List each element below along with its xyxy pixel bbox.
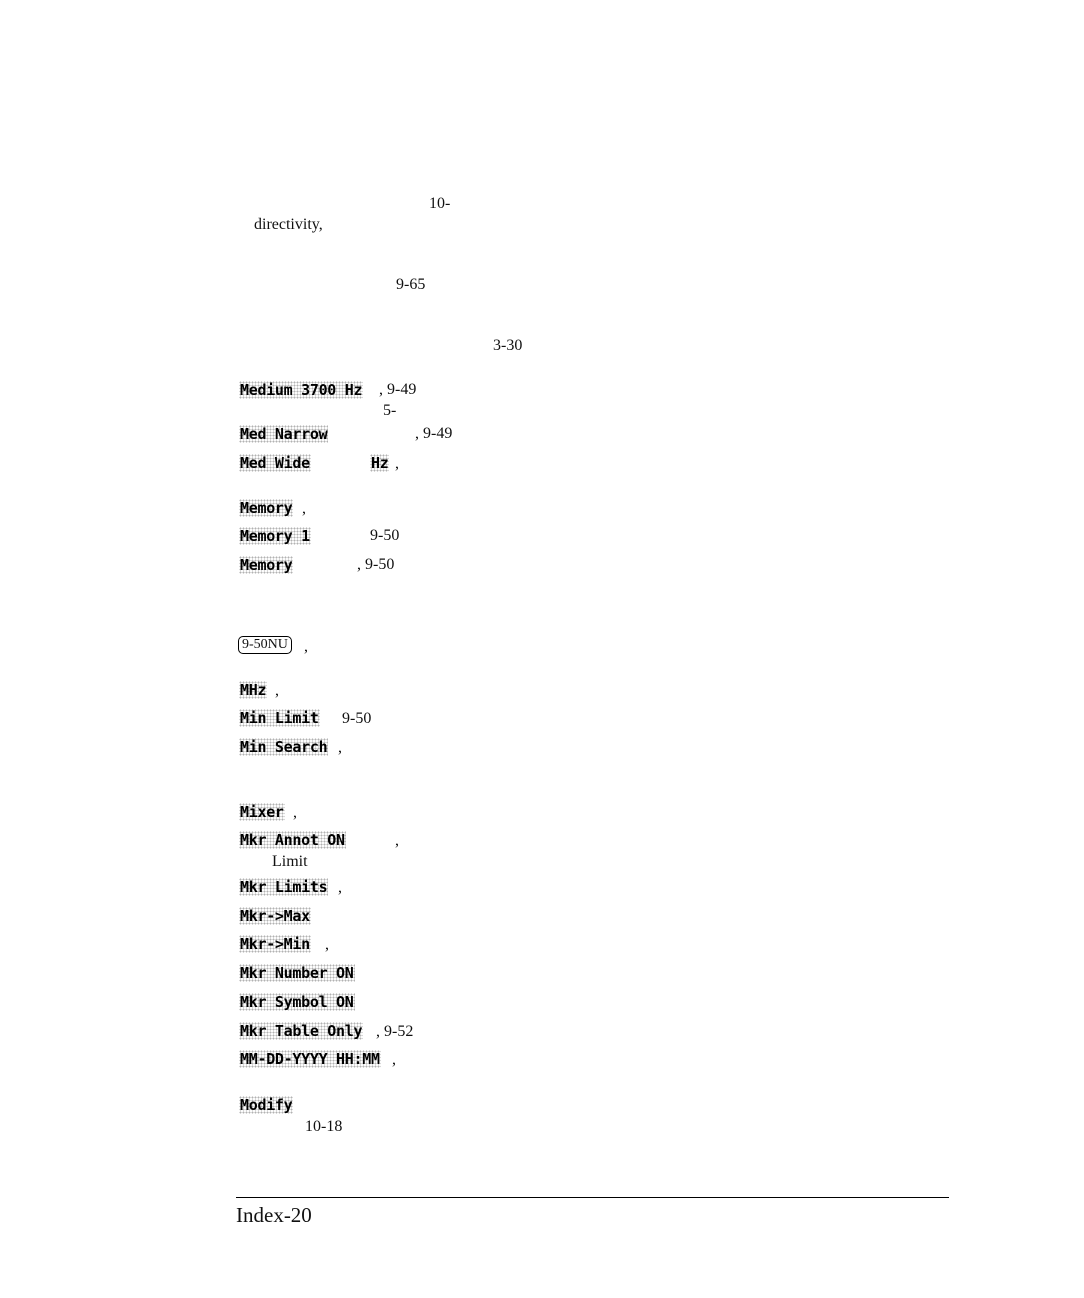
page-ref: 10- — [429, 195, 451, 212]
softkey-label: Mkr Table Only — [240, 1022, 363, 1040]
softkey-label: Memory — [240, 556, 293, 574]
softkey-label: Modify — [240, 1096, 293, 1114]
softkey-label: Memory — [240, 499, 293, 517]
softkey-label: MHz — [240, 681, 267, 699]
softkey-label: Mkr->Min — [240, 935, 310, 953]
page-ref: , — [338, 879, 342, 896]
softkey-label: Mixer — [240, 803, 284, 821]
index-entry: directivity, — [254, 216, 323, 233]
page-ref: 5- — [383, 402, 397, 419]
page-ref: , — [275, 682, 279, 699]
index-subentry: Limit — [272, 853, 308, 870]
page-ref: , 9-50 — [357, 556, 395, 573]
softkey-label: Med Narrow — [240, 425, 328, 443]
softkey-label: Mkr Annot ON — [240, 831, 345, 849]
page-ref: 3-30 — [493, 337, 523, 354]
page-ref: 10-18 — [305, 1118, 343, 1135]
softkey-label: Med Wide — [240, 454, 310, 472]
softkey-label: Mkr Limits — [240, 878, 328, 896]
page-ref: , 9-49 — [415, 425, 453, 442]
softkey-label: Hz — [371, 454, 389, 472]
softkey-label: Mkr Symbol ON — [240, 993, 354, 1011]
softkey-label: Min Search — [240, 738, 328, 756]
page-ref: , — [338, 739, 342, 756]
footer-rule — [236, 1197, 949, 1198]
page-ref: , 9-49 — [379, 381, 417, 398]
softkey-label: Mkr->Max — [240, 907, 310, 925]
page-number: Index-20 — [236, 1203, 312, 1227]
page-ref: , — [392, 1051, 396, 1068]
page-ref: 9-50 — [370, 527, 400, 544]
page-ref: 9-65 — [396, 276, 426, 293]
page-ref: , — [325, 936, 329, 953]
softkey-label: Medium 3700 Hz — [240, 381, 363, 399]
page-ref: , — [304, 638, 308, 655]
page-ref: , 9-52 — [376, 1023, 414, 1040]
softkey-label: MM-DD-YYYY HH:MM — [240, 1050, 380, 1068]
softkey-label: Memory 1 — [240, 527, 310, 545]
page-ref: 9-50 — [342, 710, 372, 727]
softkey-label: Min Limit — [240, 709, 319, 727]
page-ref: , — [293, 804, 297, 821]
page-ref: , — [395, 832, 399, 849]
hardkey-label: 9-50NU — [238, 636, 292, 654]
page-ref: , — [395, 455, 399, 472]
softkey-label: Mkr Number ON — [240, 964, 354, 982]
page-ref: , — [302, 500, 306, 517]
